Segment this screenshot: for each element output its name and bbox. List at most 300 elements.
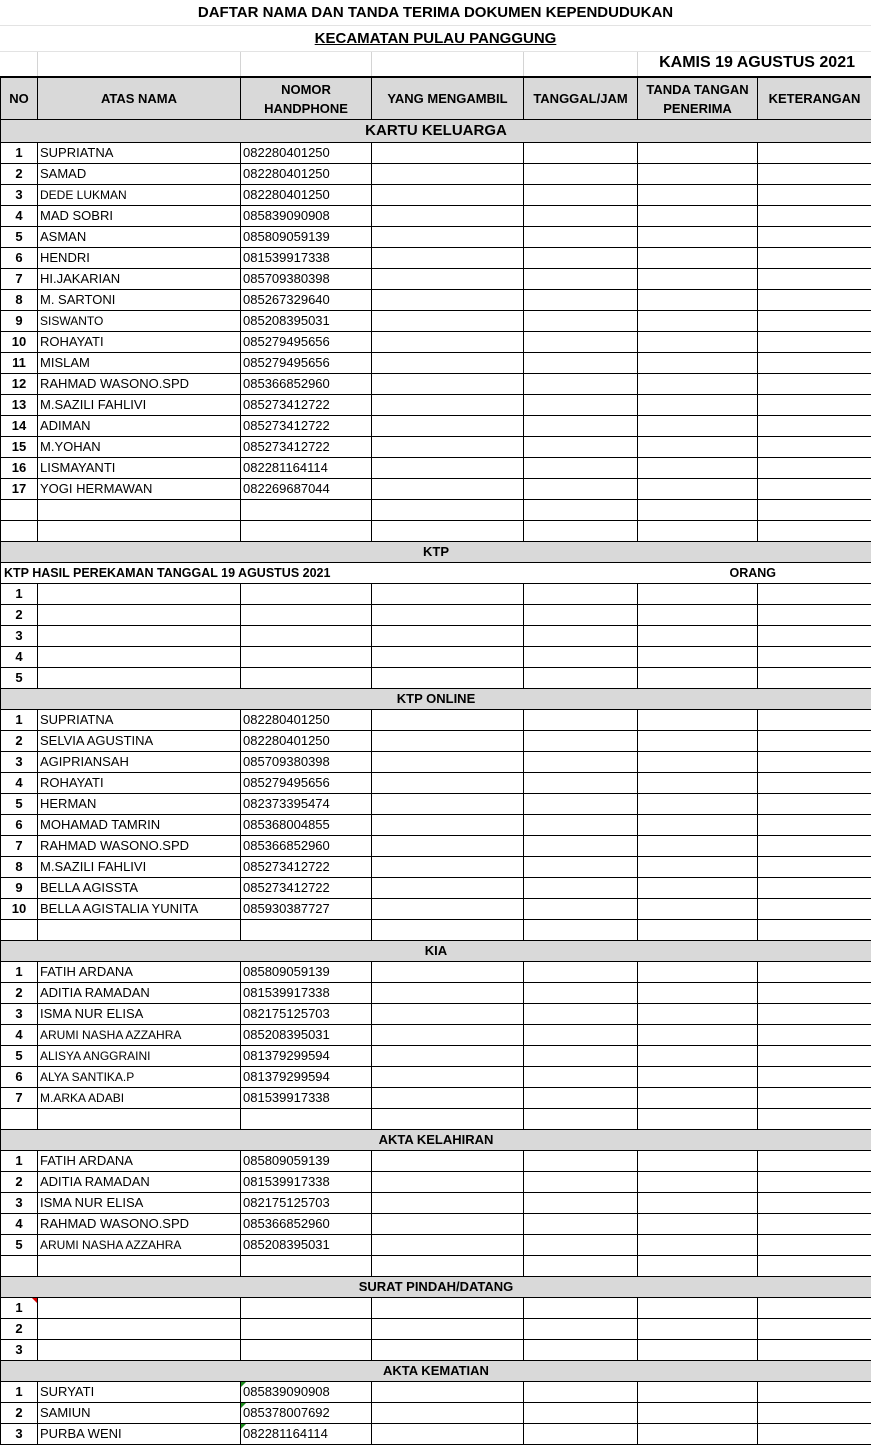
row-number: 7: [1, 1088, 38, 1109]
remarks-cell[interactable]: [758, 752, 871, 773]
remarks-cell[interactable]: [758, 1088, 871, 1109]
remarks-cell[interactable]: [758, 1382, 871, 1403]
header-row: [1, 78, 871, 120]
datetime-cell[interactable]: [524, 500, 638, 521]
collector-cell[interactable]: [372, 290, 524, 311]
collector-cell[interactable]: [372, 206, 524, 227]
name-cell: [38, 668, 241, 689]
datetime-cell[interactable]: [524, 1319, 638, 1340]
grid-line: [240, 52, 241, 76]
datetime-cell[interactable]: [524, 1403, 638, 1424]
remarks-cell[interactable]: [758, 395, 871, 416]
signature-cell[interactable]: [638, 626, 758, 647]
datetime-cell[interactable]: [524, 794, 638, 815]
signature-cell[interactable]: [638, 836, 758, 857]
phone-cell: 085368004855: [241, 815, 372, 836]
signature-cell[interactable]: [638, 1382, 758, 1403]
table-row: [1, 836, 871, 857]
collector-cell[interactable]: [372, 248, 524, 269]
collector-cell[interactable]: [372, 1319, 524, 1340]
table-row: [1, 584, 871, 605]
collector-cell[interactable]: [372, 416, 524, 437]
phone-cell: [241, 1256, 372, 1277]
datetime-cell[interactable]: [524, 626, 638, 647]
datetime-cell[interactable]: [524, 332, 638, 353]
datetime-cell[interactable]: [524, 899, 638, 920]
signature-cell[interactable]: [638, 185, 758, 206]
collector-cell[interactable]: [372, 374, 524, 395]
name-cell: ISMA NUR ELISA: [38, 1193, 241, 1214]
name-cell: [38, 521, 241, 542]
section-title: KTP ONLINE: [1, 689, 871, 710]
collector-cell[interactable]: [372, 752, 524, 773]
signature-cell[interactable]: [638, 1025, 758, 1046]
collector-cell[interactable]: [372, 983, 524, 1004]
table-row: [1, 647, 871, 668]
signature-cell[interactable]: [638, 1403, 758, 1424]
signature-cell[interactable]: [638, 416, 758, 437]
remarks-cell[interactable]: [758, 626, 871, 647]
header-tanda-line2: PENERIMA: [663, 100, 732, 116]
datetime-cell[interactable]: [524, 1172, 638, 1193]
datetime-cell[interactable]: [524, 1046, 638, 1067]
remarks-cell[interactable]: [758, 605, 871, 626]
signature-cell[interactable]: [638, 479, 758, 500]
section-title: SURAT PINDAH/DATANG: [1, 1277, 871, 1298]
datetime-cell[interactable]: [524, 416, 638, 437]
remarks-cell[interactable]: [758, 1424, 871, 1445]
remarks-cell[interactable]: [758, 374, 871, 395]
name-cell: SUPRIATNA: [38, 710, 241, 731]
collector-cell[interactable]: [372, 185, 524, 206]
name-cell: [38, 1319, 241, 1340]
row-number: 12: [1, 374, 38, 395]
collector-cell[interactable]: [372, 857, 524, 878]
grid-line: [37, 52, 38, 76]
datetime-cell[interactable]: [524, 458, 638, 479]
table-row: [1, 290, 871, 311]
signature-cell[interactable]: [638, 983, 758, 1004]
row-number: 9: [1, 878, 38, 899]
section-title: AKTA KELAHIRAN: [1, 1130, 871, 1151]
collector-cell[interactable]: [372, 1004, 524, 1025]
signature-cell[interactable]: [638, 731, 758, 752]
remarks-cell[interactable]: [758, 794, 871, 815]
signature-cell[interactable]: [638, 1298, 758, 1319]
signature-cell[interactable]: [638, 1214, 758, 1235]
datetime-cell[interactable]: [524, 1067, 638, 1088]
remarks-cell[interactable]: [758, 731, 871, 752]
datetime-cell[interactable]: [524, 1193, 638, 1214]
datetime-cell[interactable]: [524, 1109, 638, 1130]
phone-cell: [241, 920, 372, 941]
signature-cell[interactable]: [638, 164, 758, 185]
collector-cell[interactable]: [372, 521, 524, 542]
datetime-cell[interactable]: [524, 521, 638, 542]
collector-cell[interactable]: [372, 353, 524, 374]
signature-cell[interactable]: [638, 1235, 758, 1256]
collector-cell[interactable]: [372, 626, 524, 647]
phone-cell: [241, 647, 372, 668]
remarks-cell[interactable]: [758, 479, 871, 500]
table-row: [1, 1088, 871, 1109]
remarks-cell[interactable]: [758, 584, 871, 605]
signature-cell[interactable]: [638, 332, 758, 353]
table-row: [1, 479, 871, 500]
table-row: [1, 626, 871, 647]
name-cell: M.YOHAN: [38, 437, 241, 458]
datetime-cell[interactable]: [524, 857, 638, 878]
collector-cell[interactable]: [372, 1172, 524, 1193]
datetime-cell[interactable]: [524, 731, 638, 752]
collector-cell[interactable]: [372, 1382, 524, 1403]
collector-cell[interactable]: [372, 815, 524, 836]
datetime-cell[interactable]: [524, 920, 638, 941]
remarks-cell[interactable]: [758, 647, 871, 668]
collector-cell[interactable]: [372, 836, 524, 857]
datetime-cell[interactable]: [524, 605, 638, 626]
signature-cell[interactable]: [638, 206, 758, 227]
remarks-cell[interactable]: [758, 710, 871, 731]
collector-cell[interactable]: [372, 395, 524, 416]
collector-cell[interactable]: [372, 710, 524, 731]
datetime-cell[interactable]: [524, 710, 638, 731]
signature-cell[interactable]: [638, 1046, 758, 1067]
datetime-cell[interactable]: [524, 1424, 638, 1445]
name-cell: ADITIA RAMADAN: [38, 983, 241, 1004]
collector-cell[interactable]: [372, 227, 524, 248]
datetime-cell[interactable]: [524, 290, 638, 311]
datetime-cell[interactable]: [524, 1382, 638, 1403]
table-row: [1, 416, 871, 437]
remarks-cell[interactable]: [758, 227, 871, 248]
row-number: 8: [1, 290, 38, 311]
name-cell: M.ARKA ADABI: [38, 1088, 241, 1109]
datetime-cell[interactable]: [524, 1025, 638, 1046]
remarks-cell[interactable]: [758, 1025, 871, 1046]
row-number: 5: [1, 227, 38, 248]
signature-cell[interactable]: [638, 773, 758, 794]
signature-cell[interactable]: [638, 353, 758, 374]
collector-cell[interactable]: [372, 311, 524, 332]
name-cell: RAHMAD WASONO.SPD: [38, 836, 241, 857]
header-tanda-tangan: [638, 78, 758, 120]
collector-cell[interactable]: [372, 920, 524, 941]
table-row: [1, 1025, 871, 1046]
collector-cell[interactable]: [372, 731, 524, 752]
collector-cell[interactable]: [372, 1235, 524, 1256]
signature-cell[interactable]: [638, 1151, 758, 1172]
datetime-cell[interactable]: [524, 1298, 638, 1319]
phone-cell: 082373395474: [241, 794, 372, 815]
collector-cell[interactable]: [372, 143, 524, 164]
remarks-cell[interactable]: [758, 1235, 871, 1256]
table-row: [1, 1403, 871, 1424]
collector-cell[interactable]: [372, 962, 524, 983]
collector-cell[interactable]: [372, 479, 524, 500]
row-number: 1: [1, 1298, 38, 1319]
signature-cell[interactable]: [638, 311, 758, 332]
collector-cell[interactable]: [372, 794, 524, 815]
datetime-cell[interactable]: [524, 164, 638, 185]
datetime-cell[interactable]: [524, 1151, 638, 1172]
remarks-cell[interactable]: [758, 878, 871, 899]
remarks-cell[interactable]: [758, 248, 871, 269]
row-number: 2: [1, 731, 38, 752]
name-cell: LISMAYANTI: [38, 458, 241, 479]
signature-cell[interactable]: [638, 1172, 758, 1193]
table-row: [1, 437, 871, 458]
table-row: [1, 794, 871, 815]
remarks-cell[interactable]: [758, 857, 871, 878]
signature-cell[interactable]: [638, 668, 758, 689]
datetime-cell[interactable]: [524, 584, 638, 605]
signature-cell[interactable]: [638, 1193, 758, 1214]
name-cell: [38, 500, 241, 521]
remarks-cell[interactable]: [758, 1004, 871, 1025]
table-row: [1, 731, 871, 752]
remarks-cell[interactable]: [758, 458, 871, 479]
collector-cell[interactable]: [372, 1340, 524, 1361]
row-number: 5: [1, 1046, 38, 1067]
remarks-cell[interactable]: [758, 185, 871, 206]
row-number: 2: [1, 164, 38, 185]
receipt-table: [0, 77, 871, 1445]
table-row: [1, 143, 871, 164]
collector-cell[interactable]: [372, 332, 524, 353]
remarks-cell[interactable]: [758, 1151, 871, 1172]
datetime-cell[interactable]: [524, 1088, 638, 1109]
remarks-cell[interactable]: [758, 1172, 871, 1193]
remarks-cell[interactable]: [758, 311, 871, 332]
row-number: 7: [1, 269, 38, 290]
signature-cell[interactable]: [638, 1067, 758, 1088]
datetime-cell[interactable]: [524, 815, 638, 836]
signature-cell[interactable]: [638, 521, 758, 542]
grid-line: [523, 52, 524, 76]
remarks-cell[interactable]: [758, 962, 871, 983]
signature-cell[interactable]: [638, 920, 758, 941]
table-body: [1, 120, 871, 1445]
signature-cell[interactable]: [638, 395, 758, 416]
header-nomor-line2: HANDPHONE: [264, 100, 348, 116]
remarks-cell[interactable]: [758, 206, 871, 227]
remarks-cell[interactable]: [758, 521, 871, 542]
datetime-cell[interactable]: [524, 1256, 638, 1277]
remarks-cell[interactable]: [758, 920, 871, 941]
remarks-cell[interactable]: [758, 1340, 871, 1361]
datetime-cell[interactable]: [524, 1004, 638, 1025]
collector-cell[interactable]: [372, 500, 524, 521]
signature-cell[interactable]: [638, 1319, 758, 1340]
collector-cell[interactable]: [372, 269, 524, 290]
signature-cell[interactable]: [638, 143, 758, 164]
remarks-cell[interactable]: [758, 983, 871, 1004]
collector-cell[interactable]: [372, 1151, 524, 1172]
remarks-cell[interactable]: [758, 416, 871, 437]
phone-cell: 085279495656: [241, 353, 372, 374]
section-title: KARTU KELUARGA: [1, 120, 871, 143]
collector-cell[interactable]: [372, 1046, 524, 1067]
collector-cell[interactable]: [372, 773, 524, 794]
section-title: AKTA KEMATIAN: [1, 1361, 871, 1382]
signature-cell[interactable]: [638, 500, 758, 521]
collector-cell[interactable]: [372, 1193, 524, 1214]
signature-cell[interactable]: [638, 269, 758, 290]
row-number: 16: [1, 458, 38, 479]
signature-cell[interactable]: [638, 899, 758, 920]
table-row: [1, 1340, 871, 1361]
signature-cell[interactable]: [638, 584, 758, 605]
datetime-cell[interactable]: [524, 374, 638, 395]
row-number: 1: [1, 1382, 38, 1403]
remarks-cell[interactable]: [758, 290, 871, 311]
signature-cell[interactable]: [638, 1256, 758, 1277]
datetime-cell[interactable]: [524, 479, 638, 500]
datetime-cell[interactable]: [524, 185, 638, 206]
signature-cell[interactable]: [638, 647, 758, 668]
remarks-cell[interactable]: [758, 815, 871, 836]
remarks-cell[interactable]: [758, 164, 871, 185]
row-number: 4: [1, 1025, 38, 1046]
section-header-row: [1, 120, 871, 143]
signature-cell[interactable]: [638, 605, 758, 626]
collector-cell[interactable]: [372, 1424, 524, 1445]
remarks-cell[interactable]: [758, 269, 871, 290]
datetime-cell[interactable]: [524, 668, 638, 689]
remarks-cell[interactable]: [758, 836, 871, 857]
remarks-cell[interactable]: [758, 332, 871, 353]
datetime-cell[interactable]: [524, 395, 638, 416]
collector-cell[interactable]: [372, 1298, 524, 1319]
remarks-cell[interactable]: [758, 1298, 871, 1319]
remarks-cell[interactable]: [758, 1256, 871, 1277]
row-number: 1: [1, 710, 38, 731]
row-number: 2: [1, 983, 38, 1004]
row-number: [1, 920, 38, 941]
collector-cell[interactable]: [372, 1109, 524, 1130]
remarks-cell[interactable]: [758, 1067, 871, 1088]
signature-cell[interactable]: [638, 815, 758, 836]
datetime-cell[interactable]: [524, 836, 638, 857]
remarks-cell[interactable]: [758, 1403, 871, 1424]
phone-cell: 085267329640: [241, 290, 372, 311]
signature-cell[interactable]: [638, 710, 758, 731]
phone-cell: 085208395031: [241, 1235, 372, 1256]
collector-cell[interactable]: [372, 668, 524, 689]
collector-cell[interactable]: [372, 164, 524, 185]
remarks-cell[interactable]: [758, 1214, 871, 1235]
phone-cell: [241, 584, 372, 605]
table-row: [1, 962, 871, 983]
signature-cell[interactable]: [638, 374, 758, 395]
collector-cell[interactable]: [372, 1067, 524, 1088]
datetime-cell[interactable]: [524, 647, 638, 668]
signature-cell[interactable]: [638, 1004, 758, 1025]
signature-cell[interactable]: [638, 1088, 758, 1109]
collector-cell[interactable]: [372, 647, 524, 668]
datetime-cell[interactable]: [524, 227, 638, 248]
collector-cell[interactable]: [372, 1256, 524, 1277]
collector-cell[interactable]: [372, 1025, 524, 1046]
datetime-cell[interactable]: [524, 962, 638, 983]
remarks-cell[interactable]: [758, 1046, 871, 1067]
datetime-cell[interactable]: [524, 248, 638, 269]
datetime-cell[interactable]: [524, 1214, 638, 1235]
datetime-cell[interactable]: [524, 878, 638, 899]
signature-cell[interactable]: [638, 458, 758, 479]
signature-cell[interactable]: [638, 227, 758, 248]
datetime-cell[interactable]: [524, 1235, 638, 1256]
signature-cell[interactable]: [638, 248, 758, 269]
signature-cell[interactable]: [638, 857, 758, 878]
remarks-cell[interactable]: [758, 353, 871, 374]
signature-cell[interactable]: [638, 878, 758, 899]
datetime-cell[interactable]: [524, 311, 638, 332]
row-number: 9: [1, 311, 38, 332]
datetime-cell[interactable]: [524, 752, 638, 773]
remarks-cell[interactable]: [758, 1109, 871, 1130]
signature-cell[interactable]: [638, 290, 758, 311]
signature-cell[interactable]: [638, 1340, 758, 1361]
remarks-cell[interactable]: [758, 500, 871, 521]
signature-cell[interactable]: [638, 752, 758, 773]
datetime-cell[interactable]: [524, 206, 638, 227]
signature-cell[interactable]: [638, 437, 758, 458]
remarks-cell[interactable]: [758, 1319, 871, 1340]
name-cell: SELVIA AGUSTINA: [38, 731, 241, 752]
datetime-cell[interactable]: [524, 437, 638, 458]
name-cell: RAHMAD WASONO.SPD: [38, 374, 241, 395]
remarks-cell[interactable]: [758, 899, 871, 920]
remarks-cell[interactable]: [758, 773, 871, 794]
collector-cell[interactable]: [372, 899, 524, 920]
collector-cell[interactable]: [372, 1403, 524, 1424]
datetime-cell[interactable]: [524, 773, 638, 794]
name-cell: [38, 1340, 241, 1361]
name-cell: SURYATI: [38, 1382, 241, 1403]
collector-cell[interactable]: [372, 878, 524, 899]
header-nomor-line1: NOMOR: [281, 81, 331, 97]
signature-cell[interactable]: [638, 962, 758, 983]
collector-cell[interactable]: [372, 584, 524, 605]
row-number: [1, 500, 38, 521]
phone-cell: 081539917338: [241, 1088, 372, 1109]
signature-cell[interactable]: [638, 1109, 758, 1130]
remarks-cell[interactable]: [758, 1193, 871, 1214]
collector-cell[interactable]: [372, 437, 524, 458]
row-number: 13: [1, 395, 38, 416]
remarks-cell[interactable]: [758, 437, 871, 458]
datetime-cell[interactable]: [524, 269, 638, 290]
datetime-cell[interactable]: [524, 143, 638, 164]
remarks-cell[interactable]: [758, 143, 871, 164]
collector-cell[interactable]: [372, 1214, 524, 1235]
signature-cell[interactable]: [638, 794, 758, 815]
datetime-cell[interactable]: [524, 983, 638, 1004]
collector-cell[interactable]: [372, 458, 524, 479]
row-number: 4: [1, 773, 38, 794]
datetime-cell[interactable]: [524, 353, 638, 374]
datetime-cell[interactable]: [524, 1340, 638, 1361]
name-cell: M. SARTONI: [38, 290, 241, 311]
collector-cell[interactable]: [372, 1088, 524, 1109]
collector-cell[interactable]: [372, 605, 524, 626]
table-row: [1, 983, 871, 1004]
remarks-cell[interactable]: [758, 668, 871, 689]
signature-cell[interactable]: [638, 1424, 758, 1445]
section-header-row: [1, 941, 871, 962]
